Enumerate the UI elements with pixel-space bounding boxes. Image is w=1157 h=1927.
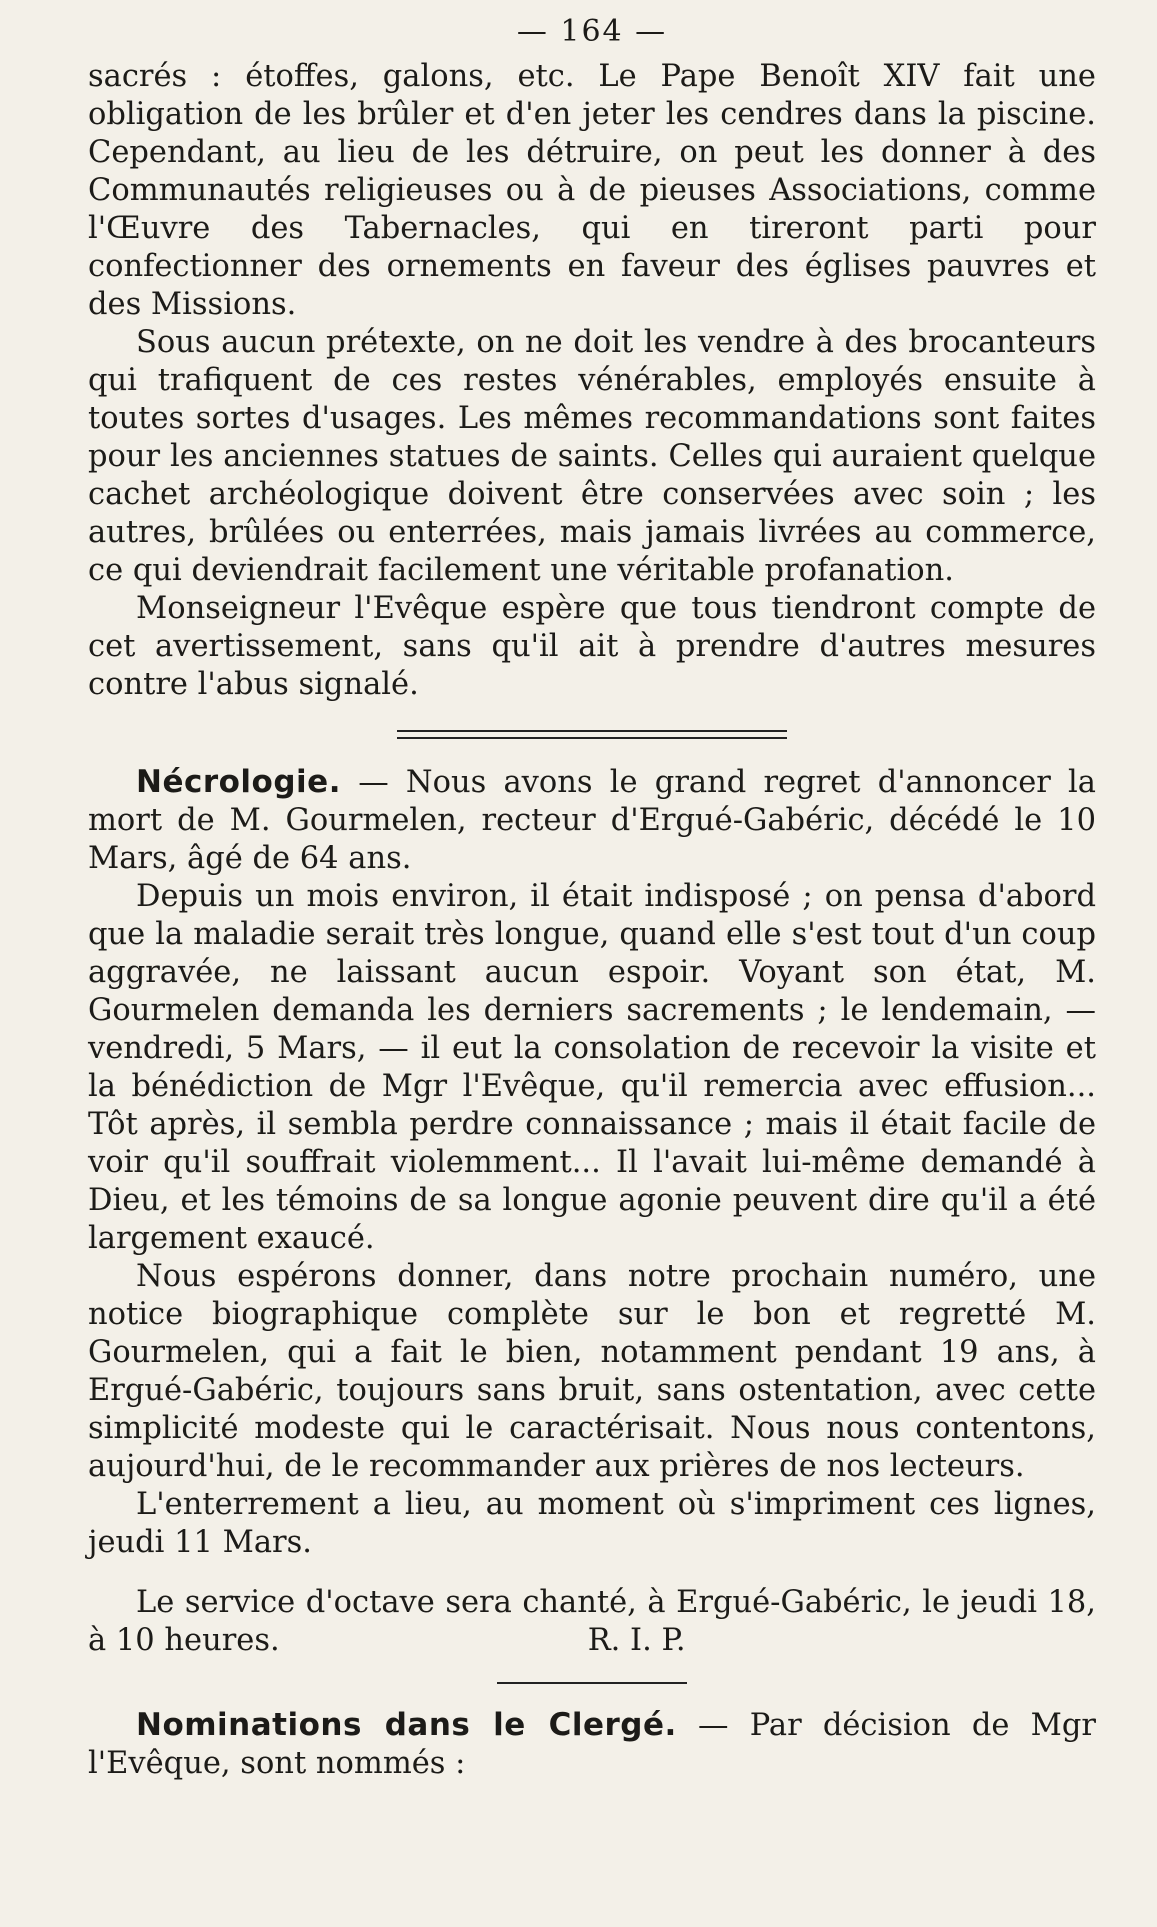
necrologie-lead-paragraph — [88, 763, 1096, 878]
rip-signoff: R. I. P. — [587, 1623, 686, 1658]
nominations-heading: Nominations dans le Clergé. — [136, 1707, 677, 1743]
nominations-lead-text: — Par décision de Mgr l'Evêque, sont nommés : — [88, 1708, 1097, 1781]
document-page — [88, 10, 1096, 1783]
section-necrologie — [88, 763, 1096, 1660]
necrologie-heading: Nécrologie. — [136, 764, 341, 800]
necrologie-lead-text: — Nous avons le grand regret d'annoncer la mort de M. Gourmelen, recteur d'Ergué-Gabéric, décédé le 10 Mars, âgé de 64 ans. — [88, 765, 1096, 876]
service-paragraph — [88, 1584, 1096, 1660]
section-nominations — [88, 1706, 1096, 1783]
section-divider-single — [497, 1682, 687, 1684]
section-divider-double — [397, 730, 787, 739]
paragraph: Monseigneur l'Evêque espère que tous tiendront compte de cet avertissement, sans qu'il ait à prendre d'autres mesures contre l'abus signalé. — [88, 591, 1096, 702]
section-ornaments — [88, 58, 1096, 704]
paragraph: Sous aucun prétexte, on ne doit les vendre à des brocanteurs qui trafiquent de ces restes vénérables, employés ensuite à toutes sortes d'usages. Les mêmes recommandations sont faites pour les anciennes statues de saints. Celles qui auraient quelque cachet archéologique doivent être conservées avec soin ; les autres, brûlées ou enterrées, mais jamais livrées au commerce, ce qui deviendrait facilement une véritable profanation. — [88, 325, 1096, 588]
paragraph: Nous espérons donner, dans notre prochain numéro, une notice biographique complète sur le bon et regretté M. Gourmelen, qui a fait le bien, notamment pendant 19 ans, à Ergué-Gabéric, toujours sans bruit, sans ostentation, avec cette simplicité modeste qui le caractérisait. Nous nous contentons, aujourd'hui, de le recommander aux prières de nos lecteurs. — [88, 1259, 1096, 1484]
page-number: — 164 — — [516, 14, 668, 49]
paragraph: Depuis un mois environ, il était indisposé ; on pensa d'abord que la maladie serait très longue, quand elle s'est tout d'un coup aggravée, ne laissant aucun espoir. Voyant son état, M. Gourmelen demanda les derniers sacrements ; le lendemain, — vendredi, 5 Mars, — il eut la consolation de recevoir la visite et la bénédiction de Mgr l'Evêque, qu'il remercia avec effusion... Tôt après, il sembla perdre connaissance ; mais il était facile de voir qu'il souffrait violemment... Il l'avait lui-même demandé à Dieu, et les témoins de sa longue agonie peuvent dire qu'il a été largement exaucé. — [88, 879, 1096, 1256]
nominations-lead-paragraph — [88, 1706, 1096, 1783]
paragraph: L'enterrement a lieu, au moment où s'impriment ces lignes, jeudi 11 Mars. — [88, 1487, 1096, 1560]
paragraph: sacrés : étoffes, galons, etc. Le Pape Benoît XIV fait une obligation de les brûler et d'en jeter les cendres dans la piscine. Cependant, au lieu de les détruire, on peut les donner à des Communautés religieuses ou à de pieuses Associations, comme l'Œuvre des Tabernacles, qui en tireront parti pour confectionner des ornements en faveur des églises pauvres et des Missions. — [88, 59, 1096, 322]
service-text: Le service d'octave sera chanté, à Ergué-Gabéric, le jeudi 18, à 10 heures. — [88, 1585, 1096, 1658]
